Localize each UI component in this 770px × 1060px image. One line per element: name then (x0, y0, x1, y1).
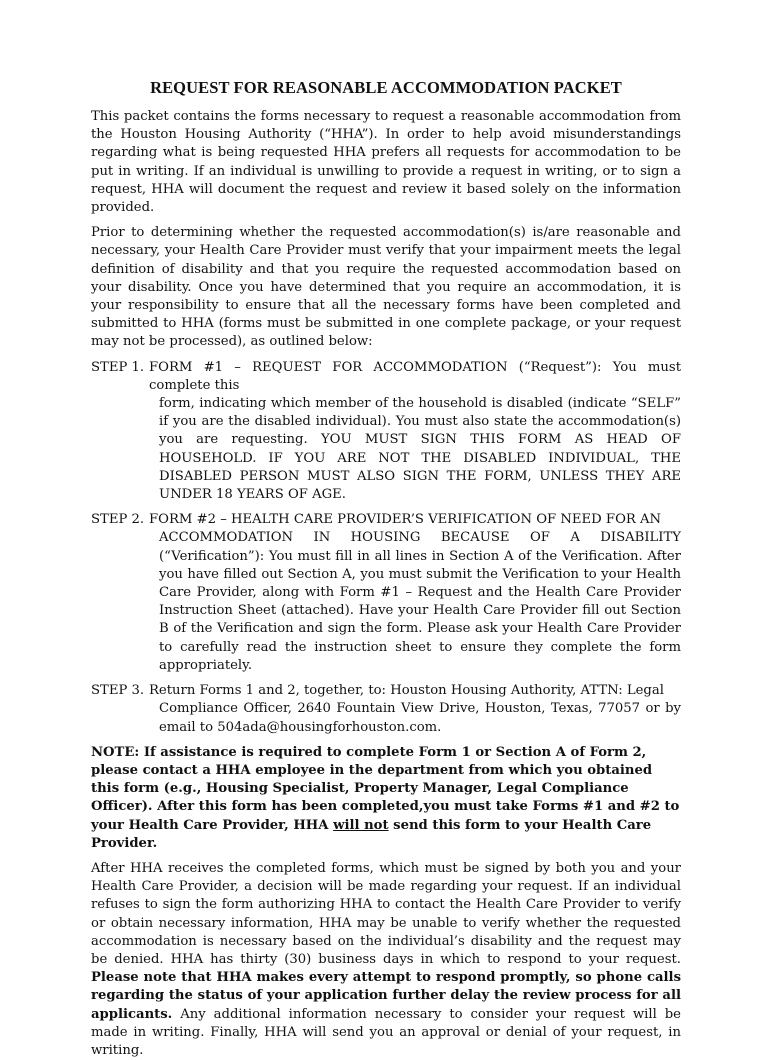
step-3 (91, 682, 681, 700)
step-label: STEP 1. (91, 359, 145, 375)
step-3-continued (91, 700, 681, 736)
intro-paragraph: This packet contains the forms necessary to request a reasonable accommodation from the Houston Housing Authority (“HHA”). In order to help avoid misunderstandings regarding what is being requested HHA prefers all requests for accommodation to be put in writing. If an individual is unwilling to provide a request in writing, or to sign a request, HHA will document the request and review it based solely on the information provided. (91, 109, 681, 216)
step-2 (91, 511, 681, 529)
after-bold: Please note that HHA makes every attempt to respond promptly, so phone calls regarding the status of your application further delay the review process for all applicants. (91, 970, 681, 1022)
step-text: FORM #1 – REQUEST FOR ACCOMMODATION (“Request”): You must complete this (149, 359, 681, 393)
page-title: REQUEST FOR REASONABLE ACCOMMODATION PACKET (150, 78, 622, 97)
after-text-end: Any additional information necessary to consider your request will be made in writing. Finally, HHA will send you an approval or denial of your request, in writing. (91, 1006, 681, 1058)
step-text: Return Forms 1 and 2, together, to: Houston Housing Authority, ATTN: Legal (149, 683, 664, 699)
note-main: NOTE: If assistance is required to complete Form 1 or Section A of Form 2, please contact a HHA employee in the department from which you obtained this form (e.g., Housing Specialist, Property Manager, Legal Compliance Officer). After this form has been completed,you must take Forms #1 and #2 to your Health Care Provider, HHA (91, 744, 680, 833)
step-text: FORM #2 – HEALTH CARE PROVIDER’S VERIFICATION OF NEED FOR AN (149, 512, 662, 528)
step-label: STEP 2. (91, 512, 145, 528)
after-paragraph (91, 860, 681, 1060)
step-text: ACCOMMODATION IN HOUSING BECAUSE OF A DISABILITY (“Verification”): You must fill in all lines in Section A of the Verification. After you have filled out Section A, you must submit the Verification to your Health Care Provider, along with Form #1 – Request and the Health Care Provider Instruction Sheet (attached). Have your Health Care Provider fill out Section B of the Verification and sign the form. Please ask your Health Care Provider to carefully read the instruction sheet to ensure they complete the form appropriately. (159, 530, 681, 673)
note-underlined: will not (333, 817, 389, 833)
step-label: STEP 3. (91, 683, 145, 699)
prior-paragraph: Prior to determining whether the requested accommodation(s) is/are reasonable and necessary, your Health Care Provider must verify that your impairment meets the legal definition of disability and that you require the requested accommodation based on your disability. Once you have determined that you require an accommodation, it is your responsibility to ensure that all the necessary forms have been completed and submitted to HHA (forms must be submitted in one complete package, or your request may not be processed), as outlined below: (91, 225, 681, 350)
note-end: send this form to your Health Care Provider. (91, 817, 652, 851)
after-text: After HHA receives the completed forms, which must be signed by both you and your Health Care Provider, a decision will be made regarding your request. If an individual refuses to sign the form authorizing HHA to contact the Health Care Provider to verify or obtain necessary information, HHA may be unable to verify whether the requested accommodation is necessary based on the individual’s disability and the request may be denied. HHA has thirty (30) business days in which to respond to your request. (91, 860, 681, 967)
step-1-continued (91, 395, 681, 504)
note-paragraph (91, 744, 681, 853)
step-text: form, indicating which member of the household is disabled (indicate “SELF” if you are the disabled individual). You must also state the accommodation(s) you are requesting. YOU MUST SIGN THIS FORM AS HEAD OF HOUSEHOLD. IF YOU ARE NOT THE DISABLED INDIVIDUAL, THE DISABLED PERSON MUST ALSO SIGN THE FORM, UNLESS THEY ARE UNDER 18 YEARS OF AGE. (159, 396, 681, 503)
step-2-continued (91, 529, 681, 675)
step-1 (91, 359, 681, 395)
step-text: Compliance Officer, 2640 Fountain View Drive, Houston, Texas, 77057 or by email to 504ada@housingforhouston.com. (159, 701, 681, 735)
